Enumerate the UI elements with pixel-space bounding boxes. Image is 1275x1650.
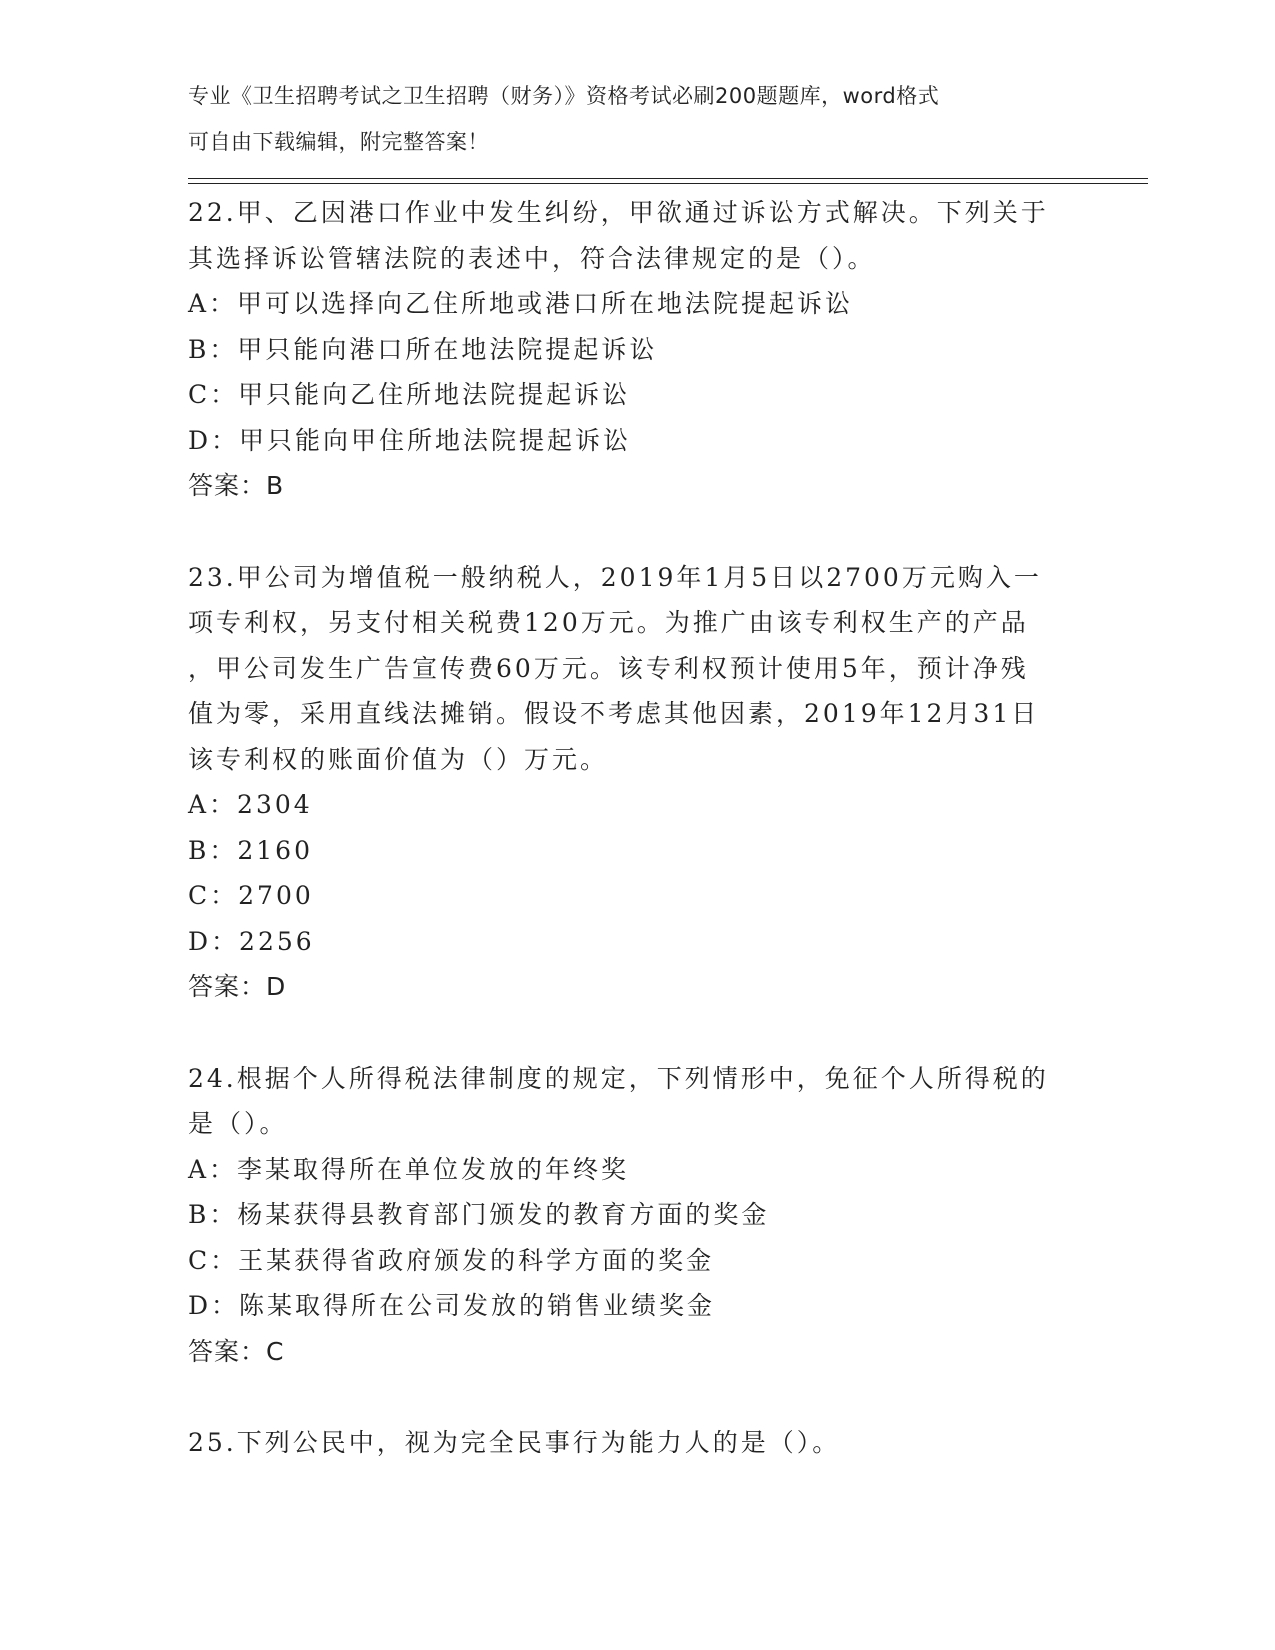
- option-a: A：甲可以选择向乙住所地或港口所在地法院提起诉讼: [188, 289, 854, 318]
- option-c: C：甲只能向乙住所地法院提起诉讼: [188, 380, 631, 409]
- question-spacer: [188, 509, 1108, 555]
- question-list: [188, 190, 1108, 1466]
- header-divider-bottom: [188, 183, 1148, 184]
- option-b: B：甲只能向港口所在地法院提起诉讼: [188, 334, 658, 364]
- header-line-1: 专业《卫生招聘考试之卫生招聘（财务）》资格考试必刷200题题库，word格式: [188, 84, 940, 108]
- option-c: C：王某获得省政府颁发的科学方面的奖金: [188, 1245, 715, 1275]
- answer-line: 答案：B: [188, 471, 285, 500]
- question-stem-line: 其选择诉讼管辖法院的表述中，符合法律规定的是（）。: [188, 243, 876, 273]
- question-25: [188, 1420, 1108, 1466]
- question-stem-line: 23.甲公司为增值税一般纳税人，2019年1月5日以2700万元购入一: [188, 562, 1042, 592]
- question-22: [188, 190, 1108, 509]
- question-stem-line: 该专利权的账面价值为（）万元。: [188, 744, 609, 774]
- question-23: [188, 555, 1108, 1010]
- page-header: [188, 74, 1068, 165]
- option-b: B：2160: [188, 835, 313, 865]
- option-b: B：杨某获得县教育部门颁发的教育方面的奖金: [188, 1200, 770, 1229]
- question-stem-line: 值为零，采用直线法摊销。假设不考虑其他因素，2019年12月31日: [188, 699, 1040, 728]
- question-stem-line: 是（）。: [188, 1109, 288, 1138]
- option-c: C：2700: [188, 881, 314, 910]
- question-stem-line: 22.甲、乙因港口作业中发生纠纷，甲欲通过诉讼方式解决。下列关于: [188, 198, 1049, 227]
- option-d: D：陈某取得所在公司发放的销售业绩奖金: [188, 1291, 716, 1320]
- question-stem-line: 24.根据个人所得税法律制度的规定，下列情形中，免征个人所得税的: [188, 1063, 1049, 1093]
- answer-line: 答案：D: [188, 972, 287, 1001]
- question-stem-line: ，甲公司发生广告宣传费60万元。该专利权预计使用5年，预计净残: [188, 653, 1029, 683]
- answer-line: 答案：C: [188, 1336, 285, 1366]
- option-d: D：甲只能向甲住所地法院提起诉讼: [188, 425, 632, 455]
- question-24: [188, 1056, 1108, 1375]
- header-divider-top: [188, 178, 1148, 179]
- option-a: A：2304: [188, 790, 313, 819]
- header-line-2: 可自由下载编辑，附完整答案！: [188, 129, 489, 154]
- question-stem-line: 25.下列公民中，视为完全民事行为能力人的是（）。: [188, 1428, 841, 1457]
- question-spacer: [188, 1010, 1108, 1056]
- option-d: D：2256: [188, 926, 315, 956]
- question-spacer: [188, 1374, 1108, 1420]
- option-a: A：李某取得所在单位发放的年终奖: [188, 1154, 630, 1184]
- question-stem-line: 项专利权，另支付相关税费120万元。为推广由该专利权生产的产品: [188, 608, 1029, 637]
